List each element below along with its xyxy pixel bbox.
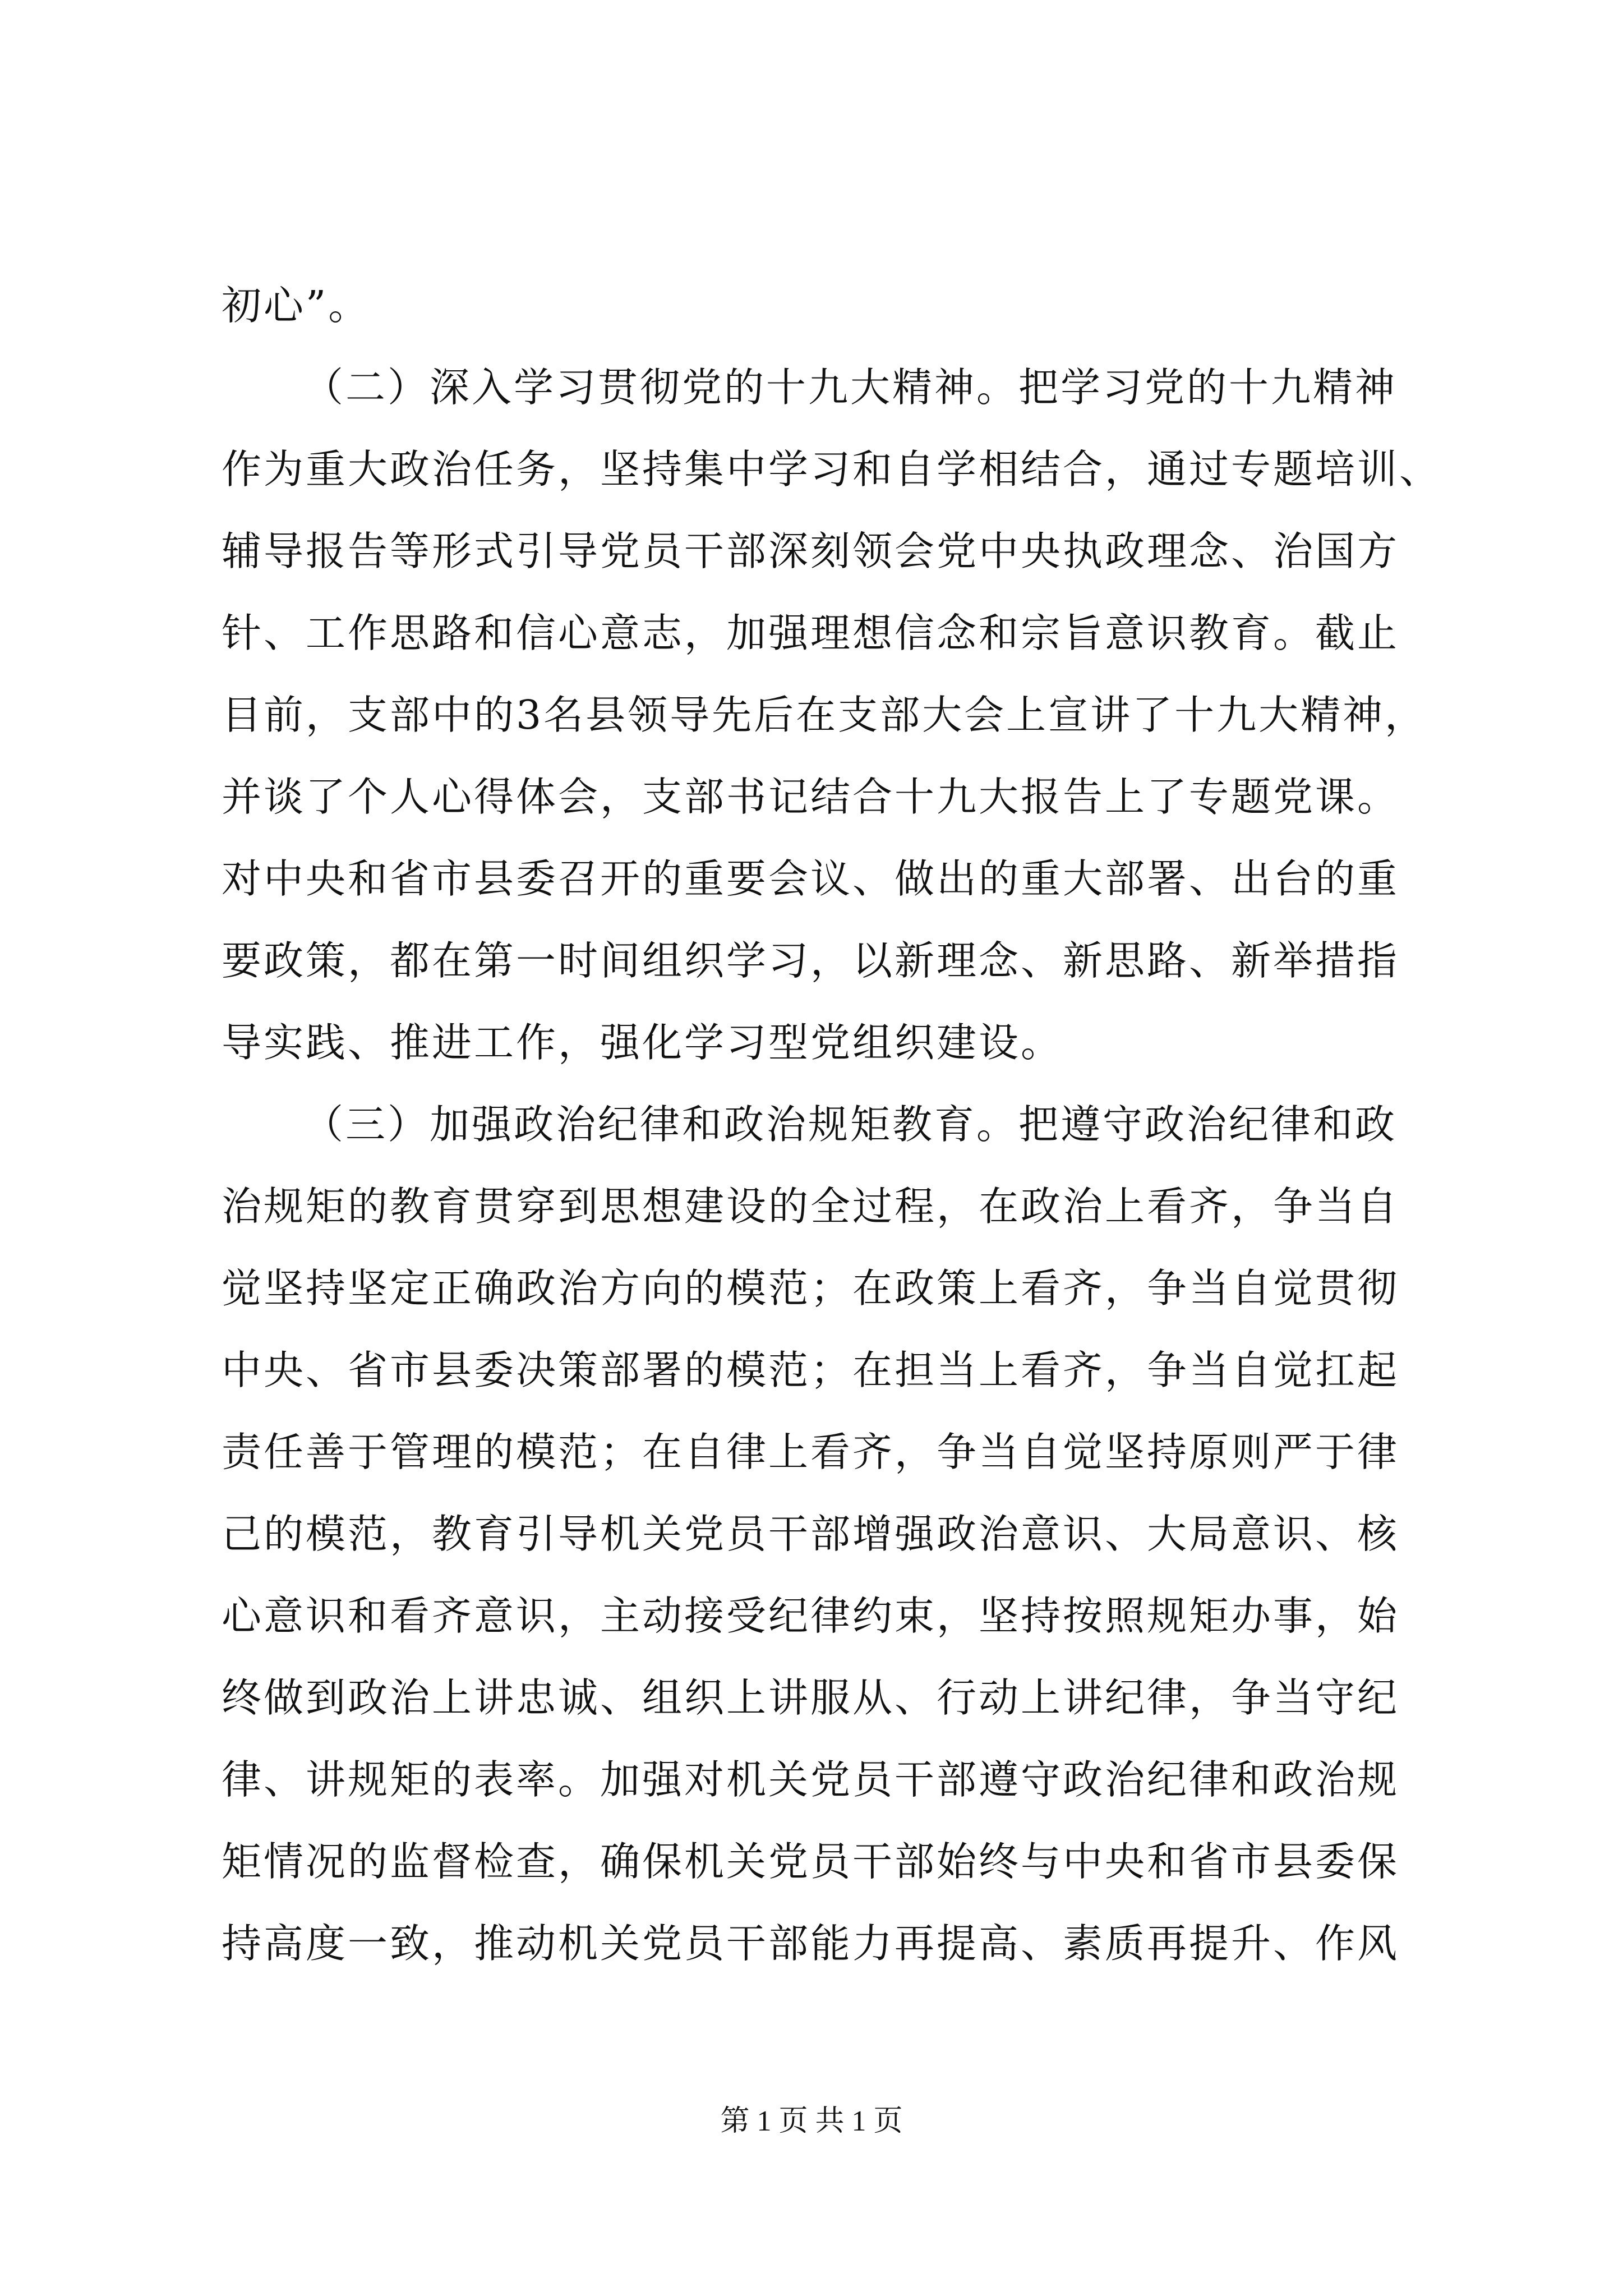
text-line: 导实践、推进工作，强化学习型党组织建设。 xyxy=(222,1019,1063,1066)
text-line: 己的模范，教育引导机关党员干部增强政治意识、大局意识、核 xyxy=(222,1511,1400,1557)
text-line: 中央、省市县委决策部署的模范；在担当上看齐，争当自觉扛起 xyxy=(222,1347,1400,1393)
text-line: 初心”。 xyxy=(222,282,371,329)
text-line: 责任善于管理的模范；在自律上看齐，争当自觉坚持原则严于律 xyxy=(222,1429,1400,1475)
text-line: 作为重大政治任务，坚持集中学习和自学相结合，通过专题培训、 xyxy=(222,446,1442,493)
text-line: 辅导报告等形式引导党员干部深刻领会党中央执政理念、治国方 xyxy=(222,528,1400,574)
text-line: 针、工作思路和信心意志，加强理想信念和宗旨意识教育。截止 xyxy=(222,610,1400,656)
text-line: 持高度一致，推动机关党员干部能力再提高、素质再提升、作风 xyxy=(222,1920,1400,1967)
text-line: 心意识和看齐意识，主动接受纪律约束，坚持按照规矩办事，始 xyxy=(222,1593,1400,1639)
text-line: （二）深入学习贯彻党的十九大精神。把学习党的十九精神 xyxy=(303,364,1398,411)
text-line: （三）加强政治纪律和政治规矩教育。把遵守政治纪律和政 xyxy=(303,1101,1398,1148)
paragraph xyxy=(222,1084,1438,1985)
text-line: 觉坚持坚定正确政治方向的模范；在政策上看齐，争当自觉贯彻 xyxy=(222,1265,1400,1312)
text-line: 矩情况的监督检查，确保机关党员干部始终与中央和省市县委保 xyxy=(222,1838,1400,1885)
text-line: 目前，支部中的3名县领导先后在支部大会上宣讲了十九大精神， xyxy=(222,692,1427,738)
text-line: 对中央和省市县委召开的重要会议、做出的重大部署、出台的重 xyxy=(222,855,1400,902)
text-line: 治规矩的教育贯穿到思想建设的全过程，在政治上看齐，争当自 xyxy=(222,1183,1400,1230)
paragraph xyxy=(222,265,1438,347)
text-line: 终做到政治上讲忠诚、组织上讲服从、行动上讲纪律，争当守纪 xyxy=(222,1674,1400,1721)
document-body xyxy=(222,265,1442,1985)
text-line: 律、讲规矩的表率。加强对机关党员干部遵守政治纪律和政治规 xyxy=(222,1756,1400,1803)
page-number-footer: 第 1 页 共 1 页 xyxy=(720,2105,903,2137)
text-line: 并谈了个人心得体会，支部书记结合十九大报告上了专题党课。 xyxy=(222,774,1400,820)
paragraph xyxy=(222,347,1442,1084)
text-line: 要政策，都在第一时间组织学习，以新理念、新思路、新举措指 xyxy=(222,937,1400,984)
